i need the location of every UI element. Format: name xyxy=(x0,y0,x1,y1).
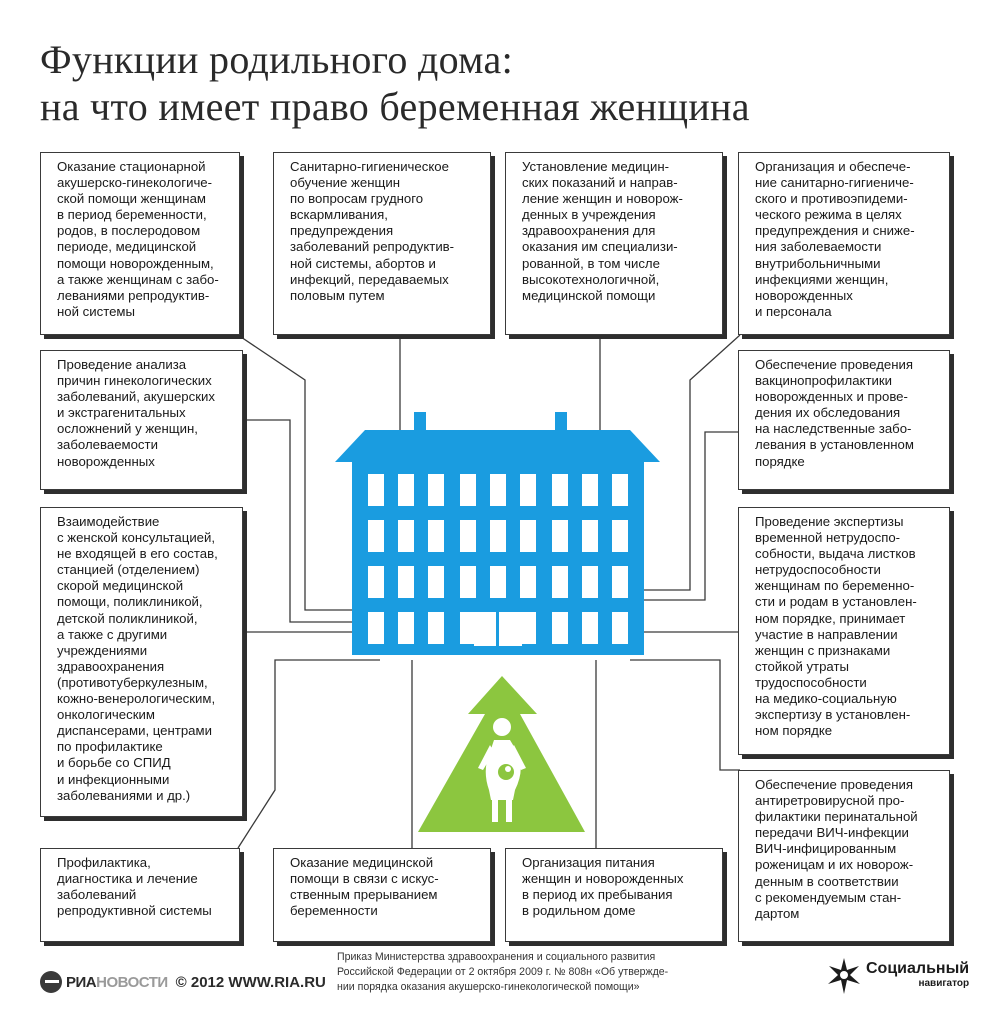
card-text: Проведение анализа причин гинекологических заболеваний, акушерских и экстрагенитальных осложнений у женщин, заболеваемости новорожденных xyxy=(57,357,215,469)
card-text: Санитарно-гигиеническое обучение женщин по вопросам грудного вскармливания, предупреждения заболеваний репродуктив- ной системы, абортов и инфекций, передаваемых половым путем xyxy=(290,159,455,303)
card-nutrition xyxy=(505,848,723,942)
card-disability-expertise xyxy=(738,507,950,755)
nav-brand-line2: навигатор xyxy=(918,978,970,989)
card-interaction xyxy=(40,507,243,817)
card-text: Обеспечение проведения антиретровирусной про- филактики перинатальной передачи ВИЧ-инфекции ВИЧ-инфицированным роженицам и их новорож- денным в соответствии с рекомендуемым стан- дартом xyxy=(755,777,918,921)
title-line-2: на что имеет право беременная женщина xyxy=(40,84,750,129)
card-text: Взаимодействие с женской консультацией, не входящей в его состав, станцией (отделением) скорой медицинской помощи, поликлиникой, детской поликлиникой, а также с другими учреждениями здравоохранения (противотуберкулезным, кожно-венерологическим, онкологическим диспансерами, центрами по профилактике и борьбе со СПИД и инфекционными заболеваниями и др.) xyxy=(57,514,218,803)
card-text: Оказание стационарной акушерско-гинекологиче- ской помощи женщинам в период беременности, родов, в послеродовом периоде, медицинской помощи новорожденным, а также женщинам с забо- леваниями репродуктив- ной системы xyxy=(57,159,219,319)
card-medical-referral xyxy=(505,152,723,335)
woman-leg-left xyxy=(492,800,498,822)
nav-brand-line1: Социальный xyxy=(866,960,970,977)
card-text: Проведение экспертизы временной нетрудоспо- собности, выдача листков нетрудоспособности женщинам по беременно- сти и родам в установлен- ном порядке, принимает участие в направлении женщин с признаками стойкой утраты трудоспособности на медико-социальную экспертизу в установлен- ном порядке xyxy=(755,514,917,739)
card-vaccination xyxy=(738,350,950,490)
card-text: Обеспечение проведения вакцинопрофилактики новорожденных и прове- дения их обследования на наследственные забо- левания в установленном порядке xyxy=(755,357,914,469)
title-line-1: Функции родильного дома: xyxy=(40,37,513,82)
baby-belly xyxy=(498,764,514,780)
card-text: Установление медицин- ских показаний и направ- ление женщин и новорож- денных в учреждения здравоохранения для оказания им специализи- рованной, в том числе высокотехнологичной, медицинской помощи xyxy=(522,159,683,303)
ria-brand-part2: НОВОСТИ xyxy=(96,973,168,991)
card-disease-analysis xyxy=(40,350,243,490)
source-note: Приказ Министерства здравоохранения и социального развития Российской Федерации от 2 октября 2009 г. № 808н «Об утвержде- нии порядка оказания акушерско-гинекологической помощи» xyxy=(337,951,669,993)
ria-novosti-logo xyxy=(40,970,326,994)
card-reproductive-diseases xyxy=(40,848,240,942)
card-abortion-care xyxy=(273,848,491,942)
woman-head xyxy=(493,718,511,736)
social-navigator-logo xyxy=(826,956,969,996)
ria-copyright: © 2012 WWW.RIA.RU xyxy=(175,973,326,991)
social-navigator-star-icon xyxy=(826,956,862,996)
ria-logo-icon xyxy=(40,971,62,993)
card-text: Оказание медицинской помощи в связи с искус- ственным прерыванием беременности xyxy=(290,855,439,919)
card-sanitary-education xyxy=(273,152,491,335)
ria-brand-part1: РИА xyxy=(66,973,97,991)
card-text: Профилактика, диагностика и лечение заболеваний репродуктивной системы xyxy=(57,855,212,919)
baby-head xyxy=(505,766,511,772)
card-text: Организация и обеспече- ние санитарно-гигиениче- ского и противоэпидеми- ческого режима в целях предупреждения и сниже- ния заболеваемости внутрибольничными инфекциями женщин, новорожденных и персонала xyxy=(755,159,915,319)
card-hiv-prevention xyxy=(738,770,950,942)
card-inpatient-care xyxy=(40,152,240,335)
card-infection-control xyxy=(738,152,950,335)
woman-leg-right xyxy=(506,800,512,822)
card-text: Организация питания женщин и новорожденных в период их пребывания в родильном доме xyxy=(522,855,684,919)
